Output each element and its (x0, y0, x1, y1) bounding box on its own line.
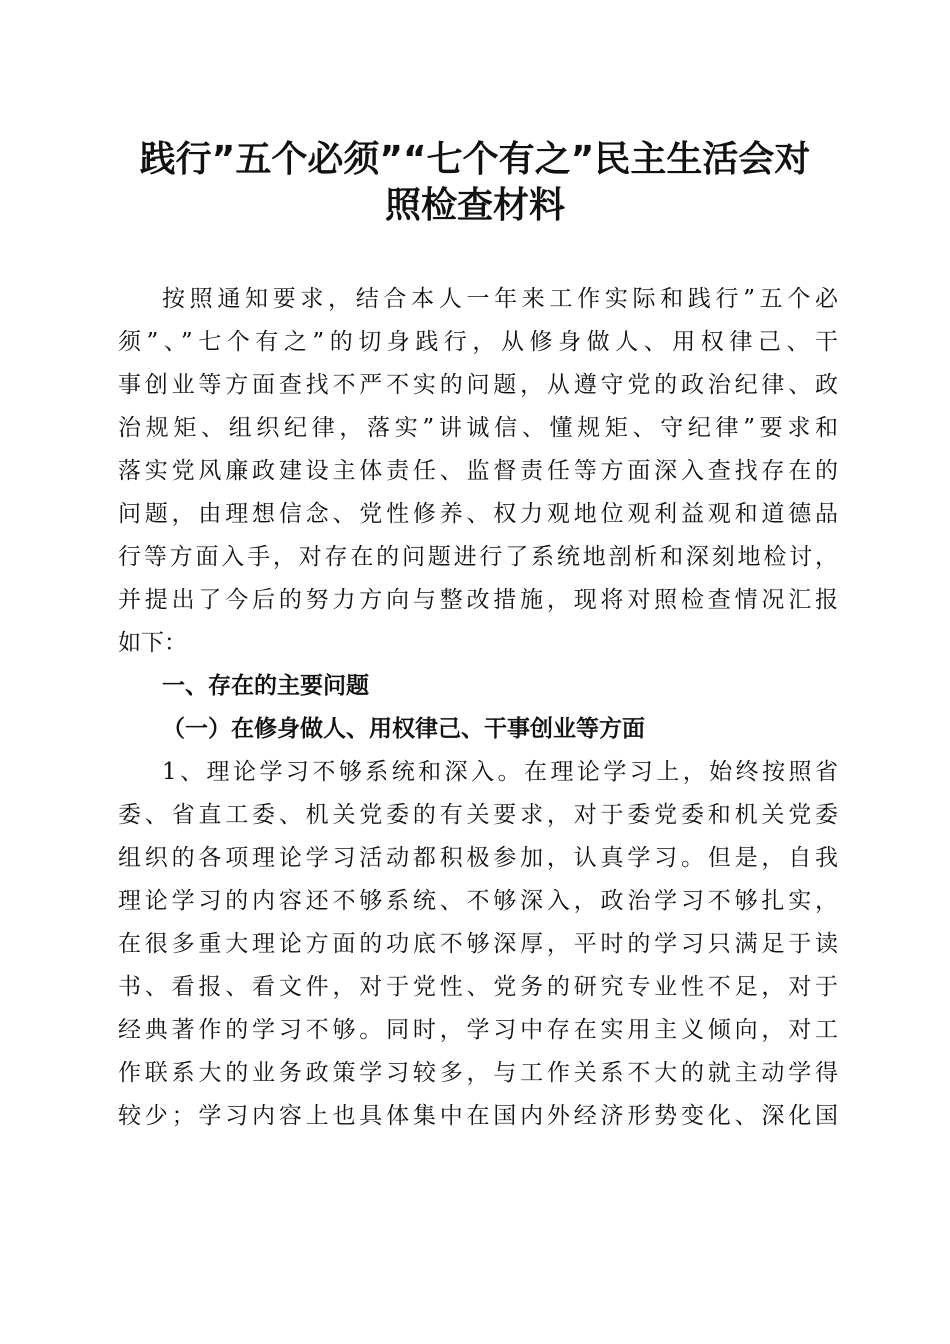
intro-line: 行等方面入手，对存在的问题进行了系统地剖析和深刻地检讨， (118, 544, 838, 570)
document-title-line-2: 照检查材料 (384, 185, 565, 226)
section-heading: 一、存在的主要问题 (162, 673, 369, 699)
subsection-heading: （一）在修身做人、用权律己、干事创业等方面 (162, 715, 645, 742)
intro-line: 问题，由理想信念、党性修养、权力观地位观利益观和道德品 (118, 501, 838, 527)
intro-line: 如下： (118, 630, 187, 656)
item-line: 较少；学习内容上也具体集中在国内外经济形势变化、深化国 (118, 1103, 838, 1129)
item-line: 组织的各项理论学习活动都积极参加，认真学习。但是，自我 (118, 845, 838, 871)
intro-line: 落实党风廉政建设主体责任、监督责任等方面深入查找存在的 (118, 458, 838, 484)
item-line: 书、看报、看文件，对于党性、党务的研究专业性不足，对于 (118, 974, 838, 1000)
intro-line: 须”、”七个有之”的切身践行，从修身做人、用权律己、干 (118, 329, 838, 355)
item-line: 1、理论学习不够系统和深入。在理论学习上，始终按照省 (162, 759, 838, 785)
document-title-line-1: 践行”五个必须”“七个有之”民主生活会对 (139, 139, 811, 180)
item-line: 经典著作的学习不够。同时，学习中存在实用主义倾向，对工 (118, 1017, 838, 1043)
intro-line: 并提出了今后的努力方向与整改措施，现将对照检查情况汇报 (118, 587, 838, 613)
item-line: 在很多重大理论方面的功底不够深厚，平时的学习只满足于读 (118, 931, 838, 957)
intro-line: 事创业等方面查找不严不实的问题，从遵守党的政治纪律、政 (118, 372, 838, 398)
item-line: 作联系大的业务政策学习较多，与工作关系不大的就主动学得 (118, 1060, 838, 1086)
intro-line: 按照通知要求，结合本人一年来工作实际和践行”五个必 (162, 286, 838, 312)
item-line: 委、省直工委、机关党委的有关要求，对于委党委和机关党委 (118, 802, 838, 828)
intro-line: 治规矩、组织纪律，落实”讲诚信、懂规矩、守纪律”要求和 (118, 415, 838, 441)
item-line: 理论学习的内容还不够系统、不够深入，政治学习不够扎实， (118, 888, 838, 914)
